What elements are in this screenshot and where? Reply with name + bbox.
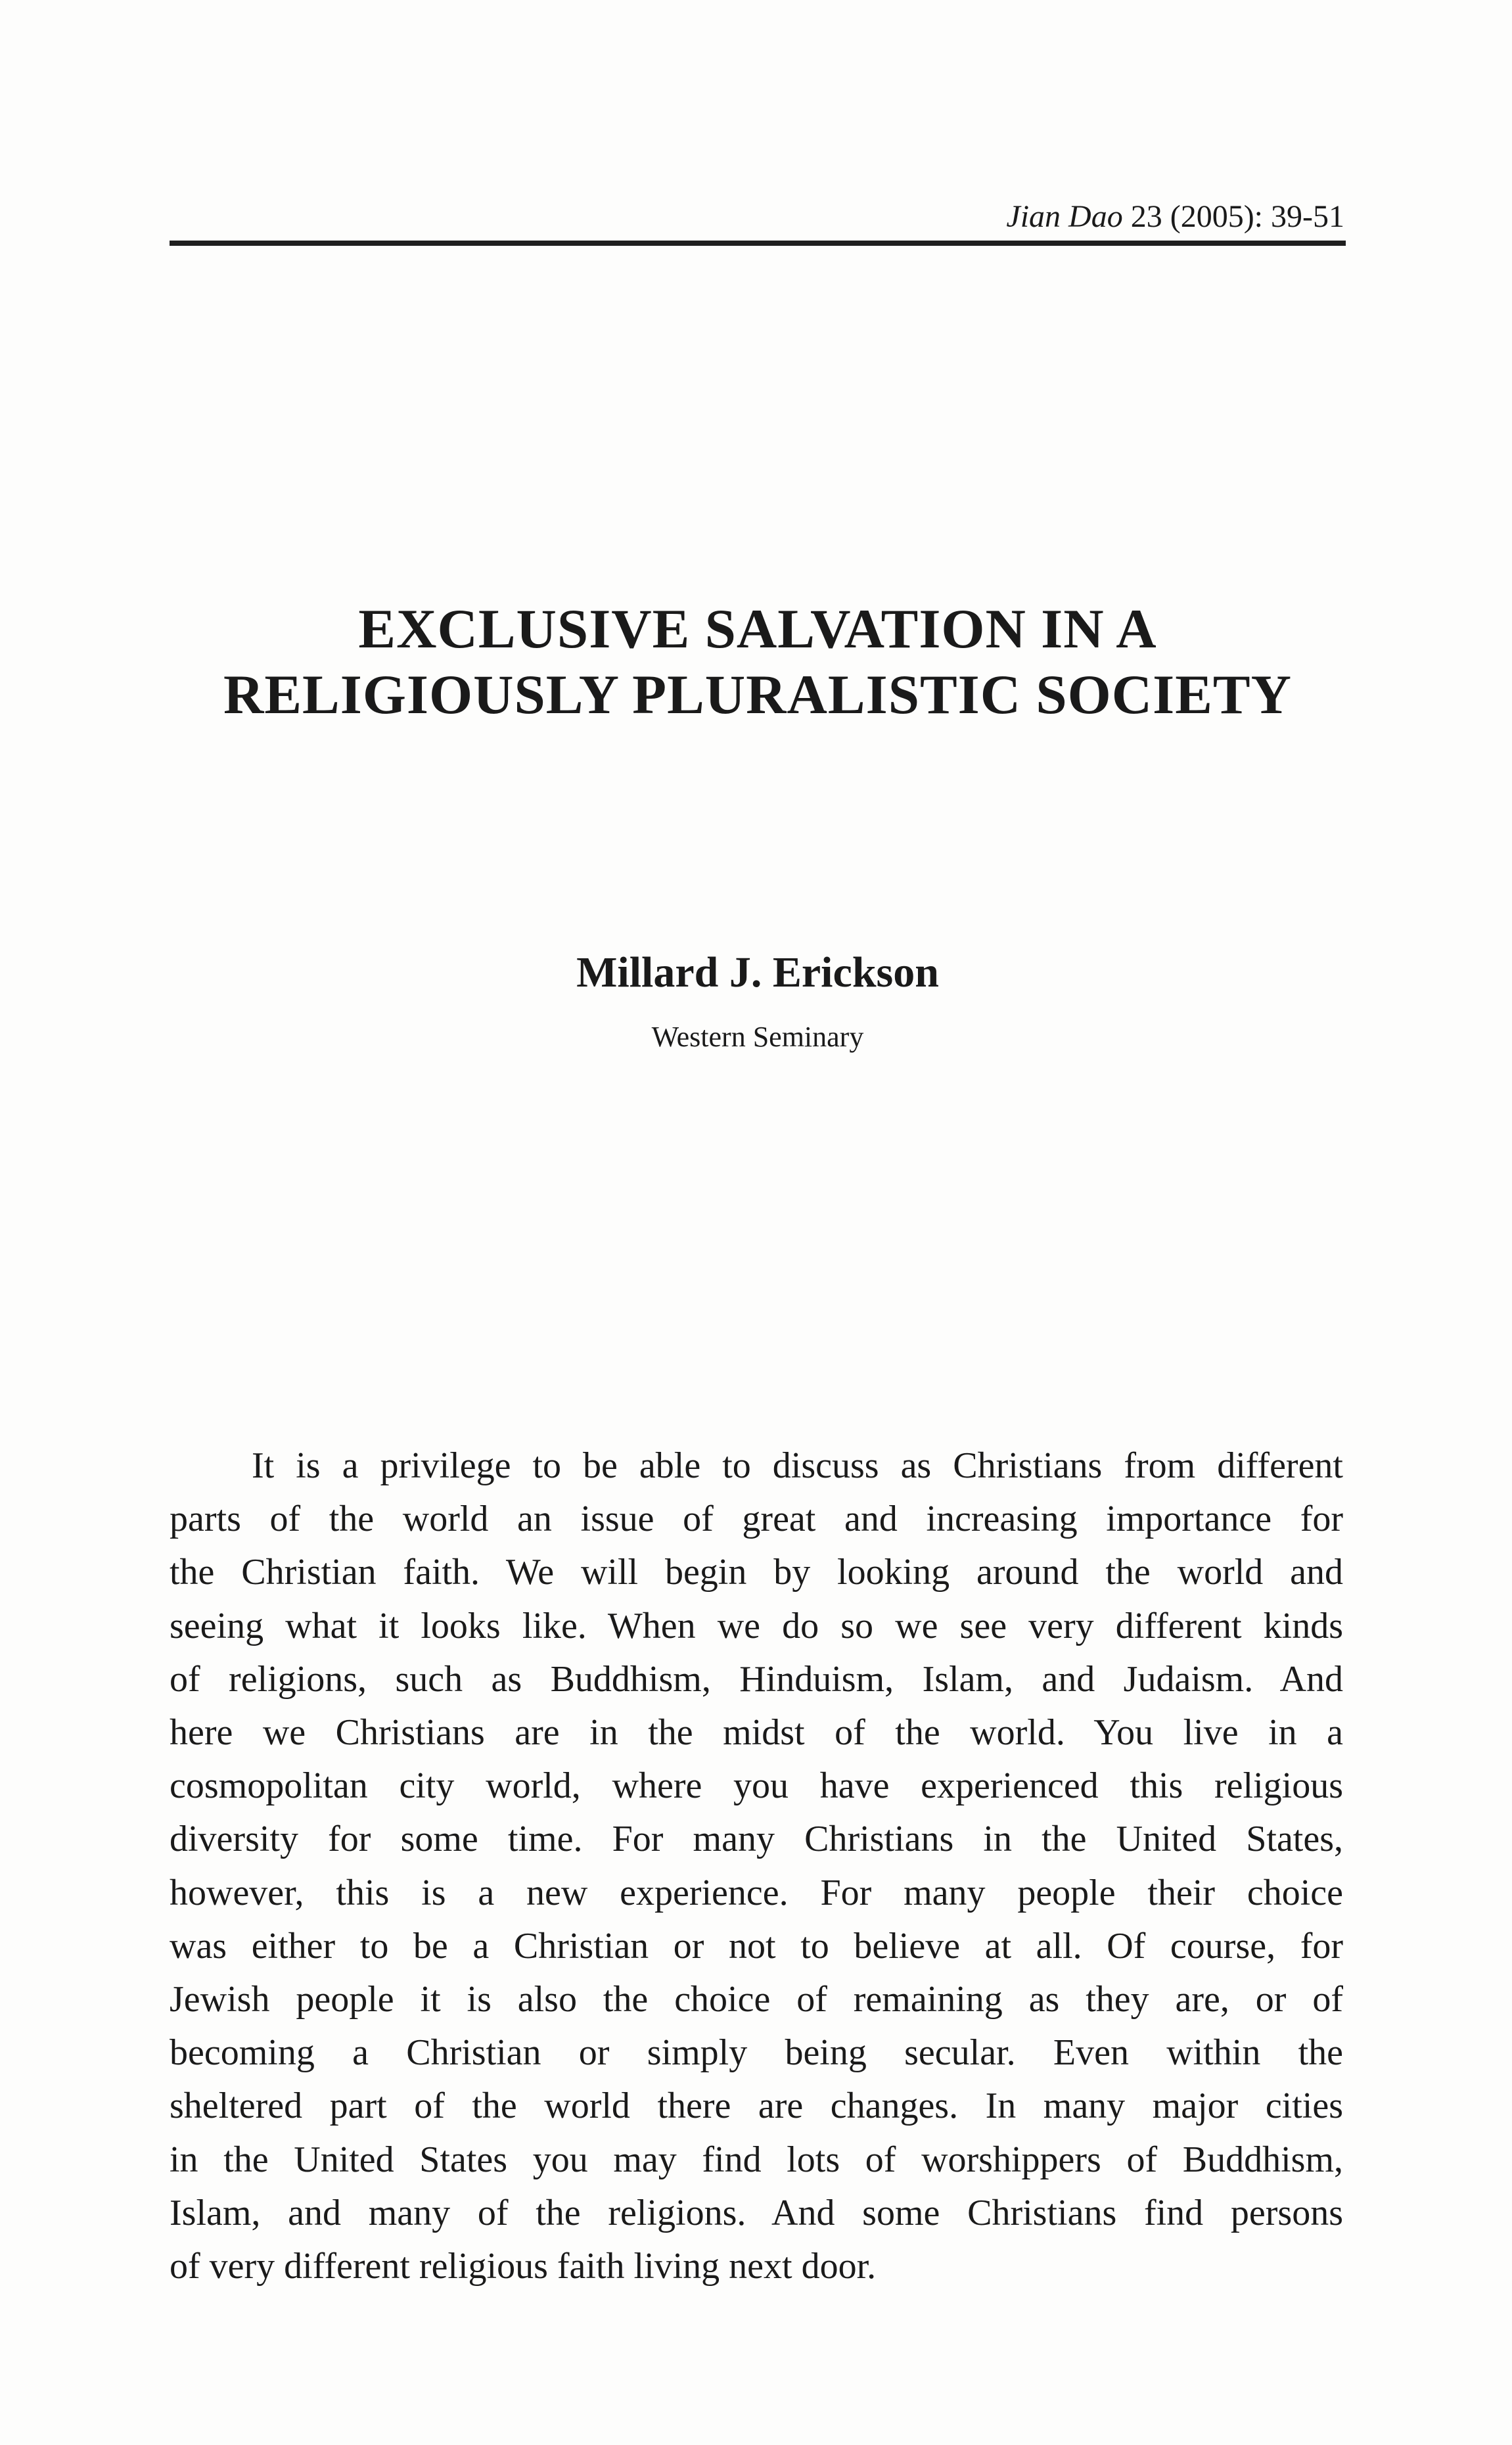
body-paragraph <box>170 1439 1343 2293</box>
body-line: parts of the world an issue of great and increasing importance for <box>170 1499 1343 1540</box>
body-line: seeing what it looks like. When we do so we see very different kinds <box>170 1605 1343 1646</box>
title-line-2: RELIGIOUSLY PLURALISTIC SOCIETY <box>223 663 1293 726</box>
journal-name: Jian Dao <box>1006 199 1123 234</box>
header-rule <box>170 241 1346 246</box>
body-line: however, this is a new experience. For many people their choice <box>170 1872 1343 1913</box>
body-line: here we Christians are in the midst of the world. You live in a <box>170 1712 1343 1754</box>
title-line-1: EXCLUSIVE SALVATION IN A <box>358 597 1157 660</box>
body-line: It is a privilege to be able to discuss as Christians from different <box>252 1445 1343 1486</box>
journal-citation: 23 (2005): 39-51 <box>1130 199 1344 234</box>
body-line: Jewish people it is also the choice of remaining as they are, or of <box>170 1979 1343 2020</box>
body-line: Islam, and many of the religions. And some Christians find persons <box>170 2192 1343 2233</box>
body-line: was either to be a Christian or not to believe at all. Of course, for <box>170 1925 1343 1967</box>
author-affiliation: Western Seminary <box>651 1021 864 1053</box>
body-line: the Christian faith. We will begin by looking around the world and <box>170 1552 1343 1593</box>
author-name: Millard J. Erickson <box>576 948 939 996</box>
body-line: in the United States you may find lots of worshippers of Buddhism, <box>170 2139 1343 2180</box>
body-line: diversity for some time. For many Christians in the United States, <box>170 1819 1343 1860</box>
article-title <box>171 596 1344 728</box>
body-line: becoming a Christian or simply being secular. Even within the <box>170 2032 1343 2074</box>
body-line: sheltered part of the world there are changes. In many major cities <box>170 2085 1343 2127</box>
body-line: of very different religious faith living next door. <box>170 2246 877 2287</box>
running-head <box>171 197 1344 237</box>
body-line: cosmopolitan city world, where you have experienced this religious <box>170 1765 1343 1807</box>
body-line: of religions, such as Buddhism, Hinduism, Islam, and Judaism. And <box>170 1658 1343 1700</box>
